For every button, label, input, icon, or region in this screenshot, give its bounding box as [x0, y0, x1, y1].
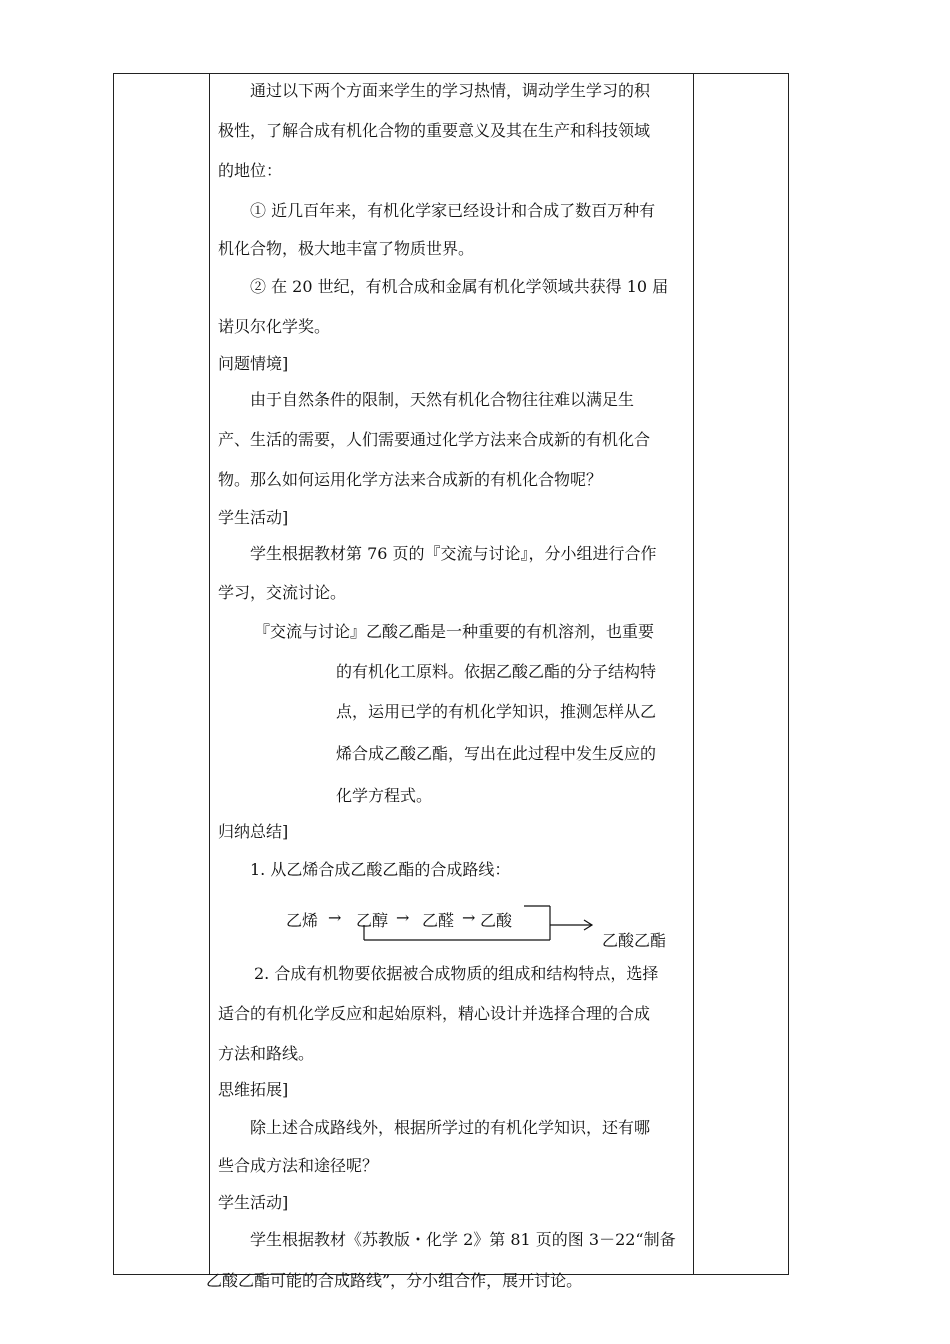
- route-ethanol: 乙醇: [356, 911, 389, 930]
- table-column-divider-left: [209, 73, 210, 1274]
- paragraph-line: 点，运用已学的有机化学知识，推测怎样从乙: [336, 702, 657, 721]
- route-product: 乙酸乙酯: [602, 931, 667, 950]
- section-heading: 学生活动]: [218, 508, 289, 527]
- paragraph-line: 产、生活的需要，人们需要通过化学方法来合成新的有机化合: [218, 430, 651, 449]
- table-column-divider-right: [693, 73, 694, 1274]
- paragraph-line: 的有机化工原料。依据乙酸乙酯的分子结构特: [336, 662, 657, 681]
- paragraph-line: 除上述合成路线外，根据所学过的有机化学知识，还有哪: [250, 1118, 651, 1137]
- paragraph-line: 方法和路线。: [218, 1044, 315, 1063]
- paragraph-line: ① 近几百年来，有机化学家已经设计和合成了数百万种有: [250, 201, 656, 220]
- paragraph-line: 的地位：: [218, 161, 283, 180]
- section-heading: 学生活动]: [218, 1193, 289, 1212]
- paragraph-line: 物。那么如何运用化学方法来合成新的有机化合物呢？: [218, 470, 603, 489]
- paragraph-line: 诺贝尔化学奖。: [218, 317, 331, 336]
- synthesis-route-diagram: [286, 898, 706, 956]
- section-heading: 问题情境]: [218, 354, 289, 373]
- paragraph-line: 机化合物，极大地丰富了物质世界。: [218, 239, 475, 258]
- paragraph-line: 适合的有机化学反应和起始原料，精心设计并选择合理的合成: [218, 1004, 651, 1023]
- paragraph-line: 通过以下两个方面来学生的学习热情，调动学生学习的积: [250, 81, 651, 100]
- section-heading: 思维拓展]: [218, 1080, 289, 1099]
- paragraph-line: 『交流与讨论』乙酸乙酯是一种重要的有机溶剂，也重要: [254, 622, 655, 641]
- route-arrow-2: →: [396, 908, 410, 927]
- paragraph-line: 化学方程式。: [336, 786, 433, 805]
- paragraph-line: 学生根据教材第 76 页的『交流与讨论』，分小组进行合作: [250, 544, 657, 563]
- paragraph-line: 由于自然条件的限制，天然有机化合物往往难以满足生: [250, 390, 635, 409]
- paragraph-line: 些合成方法和途径呢？: [218, 1156, 379, 1175]
- paragraph-line: 学生根据教材《苏教版・化学 2》第 81 页的图 3－22“制备: [250, 1230, 676, 1249]
- paragraph-line: 极性，了解合成有机化合物的重要意义及其在生产和科技领域: [218, 121, 651, 140]
- route-acetic-acid: 乙酸: [480, 911, 513, 930]
- paragraph-line: 1. 从乙烯合成乙酸乙酯的合成路线：: [250, 860, 511, 879]
- route-arrow-1: →: [328, 908, 342, 927]
- route-acetaldehyde: 乙醛: [422, 911, 455, 930]
- route-arrow-3: →: [462, 908, 476, 927]
- paragraph-line: ② 在 20 世纪，有机合成和金属有机化学领域共获得 10 届: [250, 277, 669, 296]
- paragraph-line: 乙酸乙酯可能的合成路线”，分小组合作，展开讨论。: [206, 1271, 583, 1290]
- section-heading: 归纳总结]: [218, 822, 289, 841]
- paragraph-line: 烯合成乙酸乙酯，写出在此过程中发生反应的: [336, 744, 657, 763]
- paragraph-line: 2. 合成有机物要依据被合成物质的组成和结构特点，选择: [254, 964, 659, 983]
- route-ethene: 乙烯: [286, 911, 319, 930]
- paragraph-line: 学习，交流讨论。: [218, 583, 347, 602]
